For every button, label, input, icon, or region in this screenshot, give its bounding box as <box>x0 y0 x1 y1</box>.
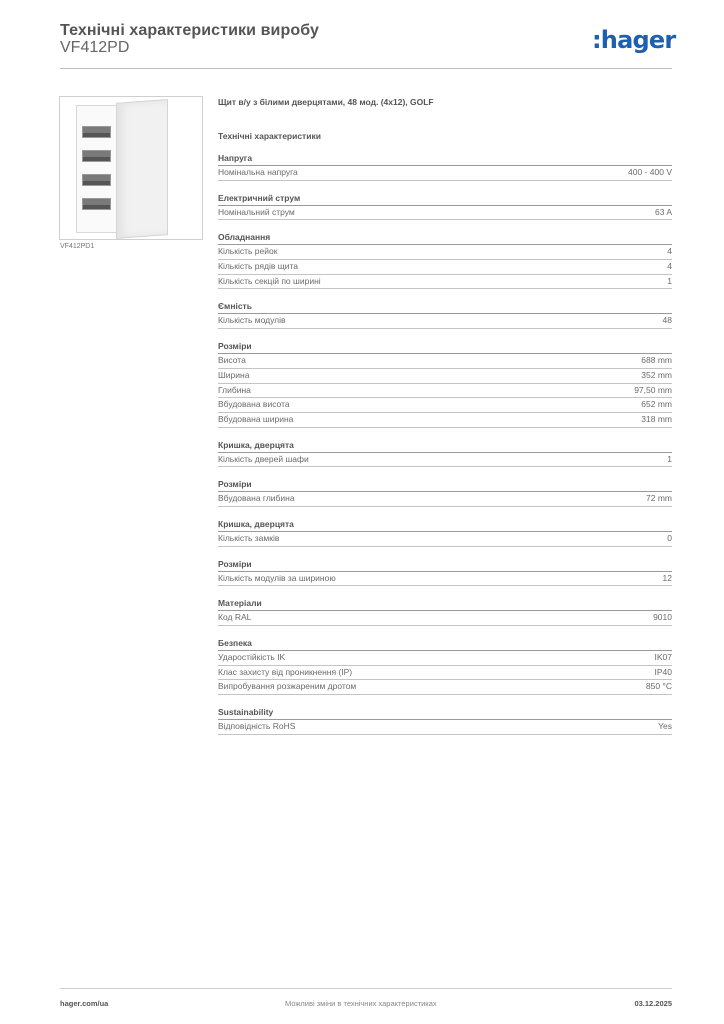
spec-group-title: Кришка, дверцята <box>218 439 672 453</box>
spec-value: 1 <box>667 275 672 286</box>
spec-label: Номінальний струм <box>218 206 295 217</box>
spec-value: 318 mm <box>641 413 672 424</box>
spec-value: 652 mm <box>641 399 672 410</box>
section-title: Технічні характеристики <box>218 131 321 141</box>
spec-row <box>218 651 672 666</box>
din-rail <box>82 198 111 210</box>
spec-value: 1 <box>667 453 672 464</box>
product-code: VF412PD <box>60 39 130 56</box>
spec-row <box>218 354 672 369</box>
cabinet-body <box>76 105 117 233</box>
spec-row <box>218 314 672 329</box>
page-title: Технічні характеристики виробу <box>60 22 319 39</box>
spec-row <box>218 666 672 681</box>
spec-value: 9010 <box>653 612 672 623</box>
spec-row <box>218 260 672 275</box>
spec-value: IP40 <box>654 666 672 677</box>
spec-label: Вбудована глибина <box>218 493 295 504</box>
spec-group-title: Електричний струм <box>218 192 672 206</box>
spec-group <box>218 439 672 468</box>
spec-value: 688 mm <box>641 355 672 366</box>
spec-value: 400 - 400 V <box>628 167 672 177</box>
spec-group <box>218 340 672 427</box>
spec-group-title: Розміри <box>218 478 672 492</box>
spec-value: 0 <box>667 532 672 543</box>
footer-date: 03.12.2025 <box>634 999 672 1008</box>
spec-label: Кількість модулів <box>218 315 286 326</box>
spec-row <box>218 398 672 413</box>
spec-group <box>218 231 672 289</box>
spec-label: Код RAL <box>218 612 252 623</box>
footer-website[interactable]: hager.com/ua <box>60 999 109 1008</box>
spec-row <box>218 275 672 290</box>
footer-disclaimer: Можливі зміни в технічних характеристиках <box>285 999 437 1008</box>
spec-value: Yes <box>658 721 672 732</box>
spec-row <box>218 206 672 221</box>
spec-value: 4 <box>667 246 672 257</box>
spec-group-title: Розміри <box>218 558 672 572</box>
spec-label: Випробування розжареним дротом <box>218 681 357 692</box>
din-rail <box>82 126 111 138</box>
spec-label: Кількість секцій по ширині <box>218 275 321 286</box>
spec-label: Вбудована ширина <box>218 413 294 424</box>
spec-label: Кількість модулів за шириною <box>218 572 336 583</box>
spec-group-title: Розміри <box>218 340 672 354</box>
spec-label: Кількість рейок <box>218 246 278 257</box>
spec-value: 352 mm <box>641 369 672 380</box>
spec-label: Відповідність RoHS <box>218 721 296 732</box>
spec-value: 850 °C <box>645 681 672 692</box>
spec-row <box>218 245 672 260</box>
product-title: Щит в/у з білими дверцятами, 48 мод. (4x12), GOLF <box>218 97 434 107</box>
spec-label: Висота <box>218 355 246 366</box>
spec-label: Ширина <box>218 369 250 380</box>
spec-row <box>218 572 672 587</box>
spec-group <box>218 192 672 221</box>
spec-value: 97,50 mm <box>634 384 672 395</box>
spec-value: 4 <box>667 261 672 272</box>
spec-row <box>218 532 672 547</box>
spec-label: Номінальна напруга <box>218 167 298 177</box>
spec-value: 12 <box>662 572 672 583</box>
spec-group-title: Ємність <box>218 300 672 314</box>
spec-label: Глибина <box>218 384 251 395</box>
spec-group <box>218 518 672 547</box>
spec-label: Кількість дверей шафи <box>218 453 309 464</box>
spec-value: IK07 <box>654 652 672 662</box>
spec-value: 63 A <box>654 206 672 217</box>
footer-divider <box>60 988 672 989</box>
product-image <box>59 96 203 240</box>
spec-value: 48 <box>662 315 672 326</box>
spec-group <box>218 152 672 181</box>
spec-group-title: Sustainability <box>218 706 672 720</box>
spec-group <box>218 706 672 735</box>
spec-group <box>218 300 672 329</box>
spec-row <box>218 720 672 735</box>
spec-label: Клас захисту від проникнення (IP) <box>218 666 353 677</box>
spec-group <box>218 558 672 587</box>
spec-group <box>218 597 672 626</box>
spec-row <box>218 166 672 181</box>
spec-group <box>218 478 672 507</box>
hager-logo: :hager <box>592 26 676 54</box>
spec-row <box>218 413 672 428</box>
spec-row <box>218 369 672 384</box>
spec-row <box>218 680 672 695</box>
spec-group-title: Безпека <box>218 637 672 651</box>
spec-label: Вбудована висота <box>218 399 290 410</box>
spec-group-title: Напруга <box>218 152 672 166</box>
spec-row <box>218 384 672 399</box>
spec-label: Кількість рядів щита <box>218 261 298 272</box>
spec-table <box>218 152 672 746</box>
spec-group-title: Кришка, дверцята <box>218 518 672 532</box>
spec-label: Ударостійкість IK <box>218 652 286 662</box>
spec-group-title: Обладнання <box>218 231 672 245</box>
spec-label: Кількість замків <box>218 532 280 543</box>
image-caption: VF412PD1 <box>60 243 95 250</box>
spec-row <box>218 492 672 507</box>
spec-row <box>218 453 672 468</box>
din-rail <box>82 150 111 162</box>
din-rail <box>82 174 111 186</box>
spec-row <box>218 611 672 626</box>
spec-value: 72 mm <box>646 493 672 504</box>
spec-group <box>218 637 672 695</box>
cabinet-door <box>116 99 168 239</box>
spec-group-title: Матеріали <box>218 597 672 611</box>
header-divider <box>60 68 672 69</box>
